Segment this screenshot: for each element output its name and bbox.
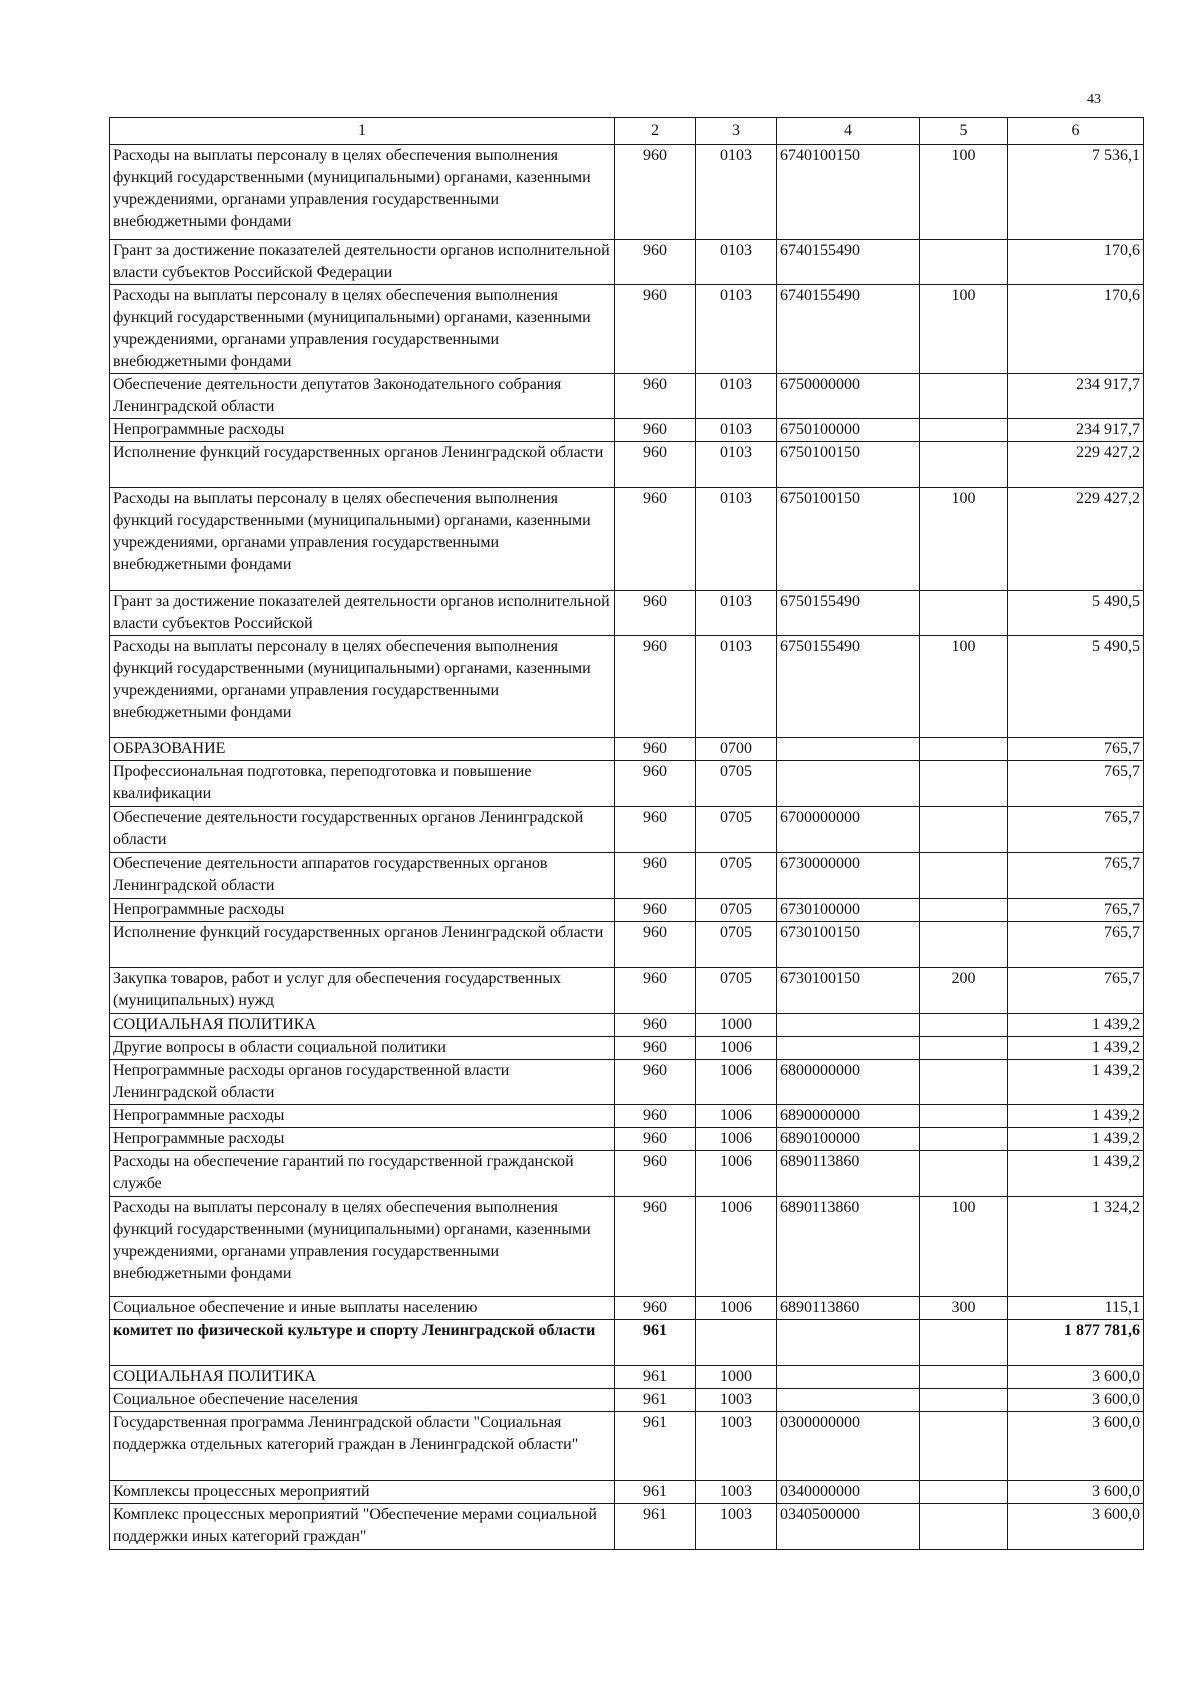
row-name-cell: Непрограммные расходы bbox=[110, 1128, 615, 1151]
row-code-4-cell: 6800000000 bbox=[777, 1060, 920, 1105]
row-code-4-cell: 0300000000 bbox=[777, 1412, 920, 1481]
row-name-cell: Непрограммные расходы bbox=[110, 419, 615, 442]
row-code-4-cell: 6750100000 bbox=[777, 419, 920, 442]
row-code-3-cell: 1006 bbox=[696, 1060, 777, 1105]
row-code-2-cell: 961 bbox=[615, 1320, 696, 1366]
row-code-5-cell bbox=[920, 899, 1008, 922]
table-row bbox=[110, 1037, 1144, 1060]
row-code-4-cell: 6730100150 bbox=[777, 922, 920, 968]
table-row bbox=[110, 1060, 1144, 1105]
row-code-4-cell bbox=[777, 1389, 920, 1412]
row-name-cell: Грант за достижение показателей деятельности органов исполнительной власти субъектов Российской bbox=[110, 591, 615, 636]
row-amount-cell: 765,7 bbox=[1008, 738, 1144, 761]
row-code-3-cell: 0103 bbox=[696, 488, 777, 591]
row-code-2-cell: 960 bbox=[615, 374, 696, 419]
row-code-5-cell: 100 bbox=[920, 145, 1008, 240]
row-code-2-cell: 960 bbox=[615, 968, 696, 1014]
row-code-3-cell: 1000 bbox=[696, 1366, 777, 1389]
row-code-4-cell bbox=[777, 1320, 920, 1366]
row-amount-cell: 765,7 bbox=[1008, 922, 1144, 968]
row-code-2-cell: 960 bbox=[615, 442, 696, 488]
row-code-2-cell: 961 bbox=[615, 1389, 696, 1412]
row-code-3-cell: 0705 bbox=[696, 968, 777, 1014]
row-code-2-cell: 960 bbox=[615, 1037, 696, 1060]
row-name-cell: СОЦИАЛЬНАЯ ПОЛИТИКА bbox=[110, 1014, 615, 1037]
row-code-2-cell: 960 bbox=[615, 761, 696, 807]
row-code-4-cell: 6740155490 bbox=[777, 285, 920, 374]
table-row bbox=[110, 807, 1144, 853]
table-row bbox=[110, 1504, 1144, 1550]
row-name-cell: Обеспечение деятельности аппаратов государственных органов Ленинградской области bbox=[110, 853, 615, 899]
row-amount-cell: 765,7 bbox=[1008, 899, 1144, 922]
row-code-4-cell: 6750100150 bbox=[777, 442, 920, 488]
row-name-cell: комитет по физической культуре и спорту Ленинградской области bbox=[110, 1320, 615, 1366]
row-code-4-cell: 6730100000 bbox=[777, 899, 920, 922]
row-code-2-cell: 961 bbox=[615, 1412, 696, 1481]
row-code-4-cell: 6750000000 bbox=[777, 374, 920, 419]
row-code-5-cell bbox=[920, 1481, 1008, 1504]
row-code-5-cell bbox=[920, 1412, 1008, 1481]
table-row bbox=[110, 1481, 1144, 1504]
row-name-cell: Непрограммные расходы органов государственной власти Ленинградской области bbox=[110, 1060, 615, 1105]
budget-table bbox=[109, 117, 1144, 1550]
column-header: 6 bbox=[1008, 118, 1144, 145]
table-row bbox=[110, 922, 1144, 968]
row-code-3-cell: 0103 bbox=[696, 145, 777, 240]
row-code-2-cell: 960 bbox=[615, 591, 696, 636]
row-code-5-cell bbox=[920, 1060, 1008, 1105]
row-code-4-cell: 6750100150 bbox=[777, 488, 920, 591]
column-header: 3 bbox=[696, 118, 777, 145]
table-row bbox=[110, 761, 1144, 807]
table-row bbox=[110, 1197, 1144, 1297]
row-code-5-cell: 300 bbox=[920, 1297, 1008, 1320]
row-name-cell: Закупка товаров, работ и услуг для обеспечения государственных (муниципальных) нужд bbox=[110, 968, 615, 1014]
row-code-3-cell: 0103 bbox=[696, 636, 777, 738]
row-code-4-cell: 6730000000 bbox=[777, 853, 920, 899]
table-row bbox=[110, 285, 1144, 374]
row-amount-cell: 765,7 bbox=[1008, 761, 1144, 807]
row-code-2-cell: 960 bbox=[615, 145, 696, 240]
row-code-2-cell: 960 bbox=[615, 738, 696, 761]
row-name-cell: ОБРАЗОВАНИЕ bbox=[110, 738, 615, 761]
row-name-cell: Государственная программа Ленинградской области "Социальная поддержка отдельных категорий граждан в Ленинградской области" bbox=[110, 1412, 615, 1481]
row-code-4-cell bbox=[777, 761, 920, 807]
row-name-cell: Расходы на обеспечение гарантий по государственной гражданской службе bbox=[110, 1151, 615, 1197]
row-amount-cell: 234 917,7 bbox=[1008, 374, 1144, 419]
row-code-3-cell: 1000 bbox=[696, 1014, 777, 1037]
row-name-cell: Расходы на выплаты персоналу в целях обеспечения выполнения функций государственными (муниципальными) органами, казенными учреждениями, органами управления государственными внебюджетными фондами bbox=[110, 488, 615, 591]
row-code-4-cell: 6890113860 bbox=[777, 1297, 920, 1320]
row-amount-cell: 765,7 bbox=[1008, 968, 1144, 1014]
row-code-5-cell bbox=[920, 419, 1008, 442]
table-row bbox=[110, 853, 1144, 899]
row-code-4-cell: 6890100000 bbox=[777, 1128, 920, 1151]
row-code-5-cell bbox=[920, 807, 1008, 853]
row-amount-cell: 765,7 bbox=[1008, 807, 1144, 853]
row-code-4-cell bbox=[777, 1366, 920, 1389]
table-row bbox=[110, 419, 1144, 442]
row-code-4-cell: 6700000000 bbox=[777, 807, 920, 853]
row-code-2-cell: 960 bbox=[615, 419, 696, 442]
row-code-2-cell: 960 bbox=[615, 922, 696, 968]
row-code-4-cell: 0340000000 bbox=[777, 1481, 920, 1504]
row-amount-cell: 5 490,5 bbox=[1008, 591, 1144, 636]
row-code-2-cell: 960 bbox=[615, 1128, 696, 1151]
column-header: 5 bbox=[920, 118, 1008, 145]
row-amount-cell: 3 600,0 bbox=[1008, 1481, 1144, 1504]
row-code-5-cell bbox=[920, 1320, 1008, 1366]
row-code-5-cell bbox=[920, 1504, 1008, 1550]
row-amount-cell: 1 439,2 bbox=[1008, 1105, 1144, 1128]
column-header: 1 bbox=[110, 118, 615, 145]
row-code-2-cell: 960 bbox=[615, 1197, 696, 1297]
row-code-2-cell: 960 bbox=[615, 636, 696, 738]
row-code-5-cell bbox=[920, 853, 1008, 899]
row-code-4-cell: 6750155490 bbox=[777, 636, 920, 738]
row-amount-cell: 1 324,2 bbox=[1008, 1197, 1144, 1297]
row-code-2-cell: 961 bbox=[615, 1504, 696, 1550]
row-code-2-cell: 960 bbox=[615, 853, 696, 899]
row-amount-cell: 229 427,2 bbox=[1008, 442, 1144, 488]
row-name-cell: СОЦИАЛЬНАЯ ПОЛИТИКА bbox=[110, 1366, 615, 1389]
row-code-4-cell: 6890000000 bbox=[777, 1105, 920, 1128]
row-code-4-cell bbox=[777, 1014, 920, 1037]
row-code-5-cell bbox=[920, 1014, 1008, 1037]
row-code-4-cell: 6740100150 bbox=[777, 145, 920, 240]
row-code-3-cell: 1003 bbox=[696, 1504, 777, 1550]
row-name-cell: Обеспечение деятельности депутатов Законодательного собрания Ленинградской области bbox=[110, 374, 615, 419]
row-code-3-cell: 0103 bbox=[696, 240, 777, 285]
row-code-3-cell: 0705 bbox=[696, 899, 777, 922]
row-code-2-cell: 960 bbox=[615, 1060, 696, 1105]
row-name-cell: Социальное обеспечение населения bbox=[110, 1389, 615, 1412]
row-code-5-cell bbox=[920, 591, 1008, 636]
row-name-cell: Расходы на выплаты персоналу в целях обеспечения выполнения функций государственными (муниципальными) органами, казенными учреждениями, органами управления государственными внебюджетными фондами bbox=[110, 145, 615, 240]
row-code-2-cell: 960 bbox=[615, 899, 696, 922]
row-name-cell: Другие вопросы в области социальной политики bbox=[110, 1037, 615, 1060]
row-amount-cell: 1 439,2 bbox=[1008, 1060, 1144, 1105]
row-name-cell: Расходы на выплаты персоналу в целях обеспечения выполнения функций государственными (муниципальными) органами, казенными учреждениями, органами управления государственными внебюджетными фондами bbox=[110, 636, 615, 738]
row-code-4-cell: 6730100150 bbox=[777, 968, 920, 1014]
row-name-cell: Исполнение функций государственных органов Ленинградской области bbox=[110, 922, 615, 968]
row-code-2-cell: 960 bbox=[615, 807, 696, 853]
row-code-3-cell: 0103 bbox=[696, 285, 777, 374]
row-code-3-cell: 1006 bbox=[696, 1037, 777, 1060]
row-amount-cell: 5 490,5 bbox=[1008, 636, 1144, 738]
row-code-5-cell bbox=[920, 1151, 1008, 1197]
column-header: 2 bbox=[615, 118, 696, 145]
table-row bbox=[110, 488, 1144, 591]
row-amount-cell: 1 439,2 bbox=[1008, 1014, 1144, 1037]
table-row bbox=[110, 636, 1144, 738]
table-row bbox=[110, 1014, 1144, 1037]
table-row bbox=[110, 1297, 1144, 1320]
row-code-3-cell: 0705 bbox=[696, 922, 777, 968]
row-code-3-cell: 1006 bbox=[696, 1128, 777, 1151]
table-row bbox=[110, 1105, 1144, 1128]
row-code-2-cell: 960 bbox=[615, 1151, 696, 1197]
row-code-2-cell: 960 bbox=[615, 488, 696, 591]
row-code-4-cell: 6750155490 bbox=[777, 591, 920, 636]
row-code-4-cell: 6740155490 bbox=[777, 240, 920, 285]
row-code-4-cell: 6890113860 bbox=[777, 1151, 920, 1197]
row-name-cell: Расходы на выплаты персоналу в целях обеспечения выполнения функций государственными (муниципальными) органами, казенными учреждениями, органами управления государственными внебюджетными фондами bbox=[110, 1197, 615, 1297]
row-amount-cell: 3 600,0 bbox=[1008, 1412, 1144, 1481]
row-code-5-cell: 200 bbox=[920, 968, 1008, 1014]
row-code-3-cell: 0103 bbox=[696, 419, 777, 442]
row-amount-cell: 1 877 781,6 bbox=[1008, 1320, 1144, 1366]
row-code-2-cell: 960 bbox=[615, 1014, 696, 1037]
row-amount-cell: 3 600,0 bbox=[1008, 1389, 1144, 1412]
row-code-3-cell: 1006 bbox=[696, 1151, 777, 1197]
row-code-5-cell bbox=[920, 442, 1008, 488]
row-code-2-cell: 960 bbox=[615, 1105, 696, 1128]
row-code-5-cell bbox=[920, 1389, 1008, 1412]
row-amount-cell: 234 917,7 bbox=[1008, 419, 1144, 442]
row-code-5-cell bbox=[920, 738, 1008, 761]
row-name-cell: Социальное обеспечение и иные выплаты населению bbox=[110, 1297, 615, 1320]
row-code-2-cell: 960 bbox=[615, 240, 696, 285]
table-row bbox=[110, 899, 1144, 922]
row-code-5-cell bbox=[920, 1128, 1008, 1151]
row-code-5-cell bbox=[920, 1105, 1008, 1128]
row-code-5-cell: 100 bbox=[920, 488, 1008, 591]
row-amount-cell: 3 600,0 bbox=[1008, 1504, 1144, 1550]
row-code-2-cell: 960 bbox=[615, 1297, 696, 1320]
page-number: 43 bbox=[1087, 92, 1101, 107]
row-code-2-cell: 960 bbox=[615, 285, 696, 374]
row-code-5-cell: 100 bbox=[920, 636, 1008, 738]
row-name-cell: Комплексы процессных мероприятий bbox=[110, 1481, 615, 1504]
row-code-5-cell bbox=[920, 761, 1008, 807]
row-code-5-cell bbox=[920, 922, 1008, 968]
table-row bbox=[110, 1320, 1144, 1366]
row-code-3-cell bbox=[696, 1320, 777, 1366]
row-code-4-cell: 0340500000 bbox=[777, 1504, 920, 1550]
row-code-5-cell bbox=[920, 240, 1008, 285]
table-row bbox=[110, 442, 1144, 488]
table-row bbox=[110, 591, 1144, 636]
row-name-cell: Грант за достижение показателей деятельности органов исполнительной власти субъектов Российской Федерации bbox=[110, 240, 615, 285]
table-header-row bbox=[110, 118, 1144, 145]
table-row bbox=[110, 1128, 1144, 1151]
row-name-cell: Непрограммные расходы bbox=[110, 899, 615, 922]
row-code-3-cell: 0700 bbox=[696, 738, 777, 761]
row-name-cell: Расходы на выплаты персоналу в целях обеспечения выполнения функций государственными (муниципальными) органами, казенными учреждениями, органами управления государственными внебюджетными фондами bbox=[110, 285, 615, 374]
table-row bbox=[110, 374, 1144, 419]
row-code-3-cell: 0103 bbox=[696, 442, 777, 488]
row-name-cell: Исполнение функций государственных органов Ленинградской области bbox=[110, 442, 615, 488]
row-code-5-cell bbox=[920, 1366, 1008, 1389]
row-code-3-cell: 0103 bbox=[696, 591, 777, 636]
row-amount-cell: 229 427,2 bbox=[1008, 488, 1144, 591]
row-code-5-cell bbox=[920, 374, 1008, 419]
table-row bbox=[110, 1412, 1144, 1481]
row-amount-cell: 1 439,2 bbox=[1008, 1128, 1144, 1151]
row-amount-cell: 3 600,0 bbox=[1008, 1366, 1144, 1389]
row-code-4-cell bbox=[777, 1037, 920, 1060]
row-code-2-cell: 961 bbox=[615, 1481, 696, 1504]
row-amount-cell: 170,6 bbox=[1008, 285, 1144, 374]
row-name-cell: Непрограммные расходы bbox=[110, 1105, 615, 1128]
row-code-3-cell: 0103 bbox=[696, 374, 777, 419]
row-code-5-cell: 100 bbox=[920, 1197, 1008, 1297]
table-row bbox=[110, 738, 1144, 761]
table-row bbox=[110, 240, 1144, 285]
table-body bbox=[110, 145, 1144, 1550]
row-name-cell: Обеспечение деятельности государственных органов Ленинградской области bbox=[110, 807, 615, 853]
row-amount-cell: 765,7 bbox=[1008, 853, 1144, 899]
row-code-3-cell: 1003 bbox=[696, 1481, 777, 1504]
table-row bbox=[110, 145, 1144, 240]
table-row bbox=[110, 968, 1144, 1014]
row-code-3-cell: 1006 bbox=[696, 1297, 777, 1320]
row-code-3-cell: 1003 bbox=[696, 1412, 777, 1481]
row-code-3-cell: 1006 bbox=[696, 1197, 777, 1297]
row-code-3-cell: 0705 bbox=[696, 807, 777, 853]
row-code-3-cell: 0705 bbox=[696, 761, 777, 807]
table-row bbox=[110, 1151, 1144, 1197]
row-amount-cell: 170,6 bbox=[1008, 240, 1144, 285]
row-code-5-cell: 100 bbox=[920, 285, 1008, 374]
row-code-3-cell: 1006 bbox=[696, 1105, 777, 1128]
row-code-4-cell bbox=[777, 738, 920, 761]
row-amount-cell: 1 439,2 bbox=[1008, 1037, 1144, 1060]
row-code-2-cell: 961 bbox=[615, 1366, 696, 1389]
row-code-4-cell: 6890113860 bbox=[777, 1197, 920, 1297]
table-row bbox=[110, 1389, 1144, 1412]
row-code-3-cell: 0705 bbox=[696, 853, 777, 899]
row-code-5-cell bbox=[920, 1037, 1008, 1060]
row-amount-cell: 115,1 bbox=[1008, 1297, 1144, 1320]
column-header: 4 bbox=[777, 118, 920, 145]
table-row bbox=[110, 1366, 1144, 1389]
row-code-3-cell: 1003 bbox=[696, 1389, 777, 1412]
row-name-cell: Профессиональная подготовка, переподготовка и повышение квалификации bbox=[110, 761, 615, 807]
row-amount-cell: 7 536,1 bbox=[1008, 145, 1144, 240]
row-name-cell: Комплекс процессных мероприятий "Обеспечение мерами социальной поддержки иных категорий граждан" bbox=[110, 1504, 615, 1550]
row-amount-cell: 1 439,2 bbox=[1008, 1151, 1144, 1197]
